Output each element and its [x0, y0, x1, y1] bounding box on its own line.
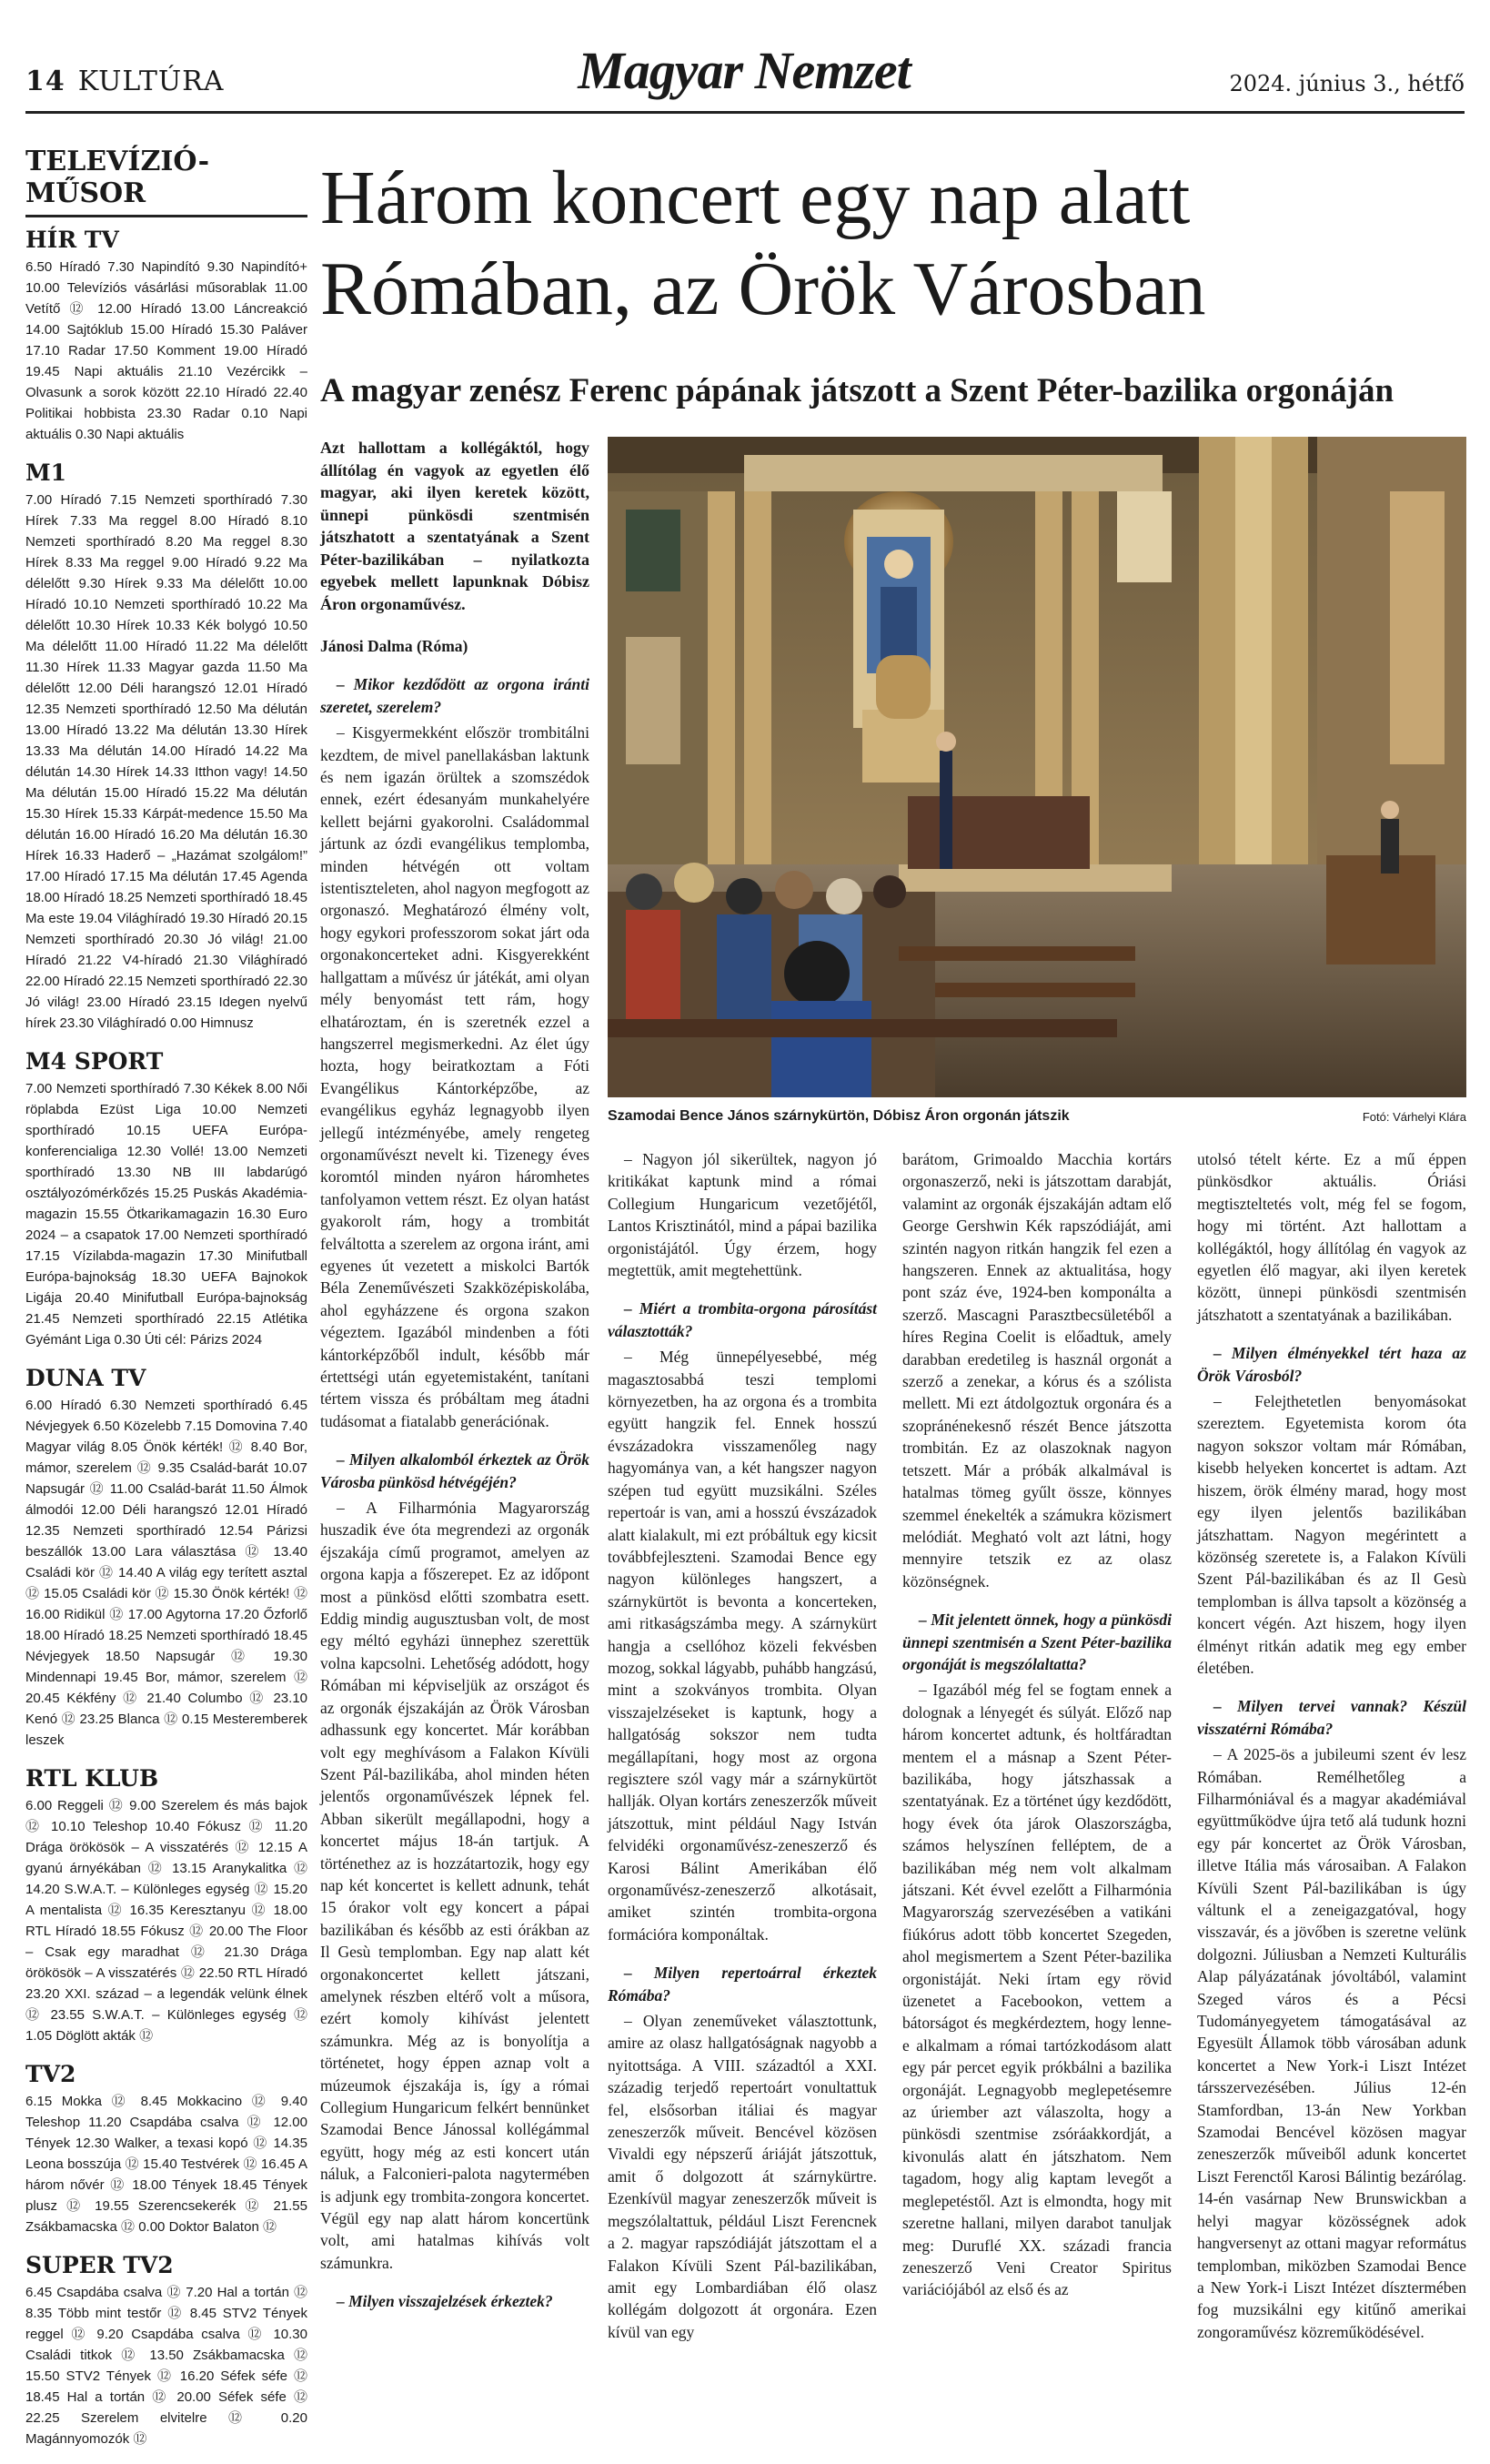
column-body: [320, 673, 589, 2312]
tv-channel: [25, 1365, 307, 1751]
article-paragraph: – Igazából még fel se fogtam ennek a dolognak a lényegét és súlyát. Előző nap három koncertet adtunk, és holtfáradtan mentem el a másnap a Szent Péter-bazilikába, hogy játszhassak a szentatyának. Ez a történet úgy kezdődött, hogy évek óta járok Olaszországba, számos helyszínen felléptem, de a bazilikában még nem volt alkalmam játszani. Két évvel ezelőtt a Filharmónia Magyarország szervezésében a vatikáni fiúkórus adott több koncertet Szegeden, ahol megismertem a Szent Péter-bazilika orgonistáját. Neki írtam egy rövid üzenetet a Facebookon, vettem a bátorságot és megkérdeztem, hogy lenne-e alkalmam a római tartózkodásom alatt egy pár percet egyik prókbálni a bazilika orgonáját. Legnagyobb meglepetésemre az úriember azt válaszolta, hogy a pünkösdi szentmise zsóráakkordját, a kivonulás alatt én játszhatom. Nem tagadom, hogy alig kaptam levegőt a meglepetéstől. Azt is elmondta, hogy mit szeretne hallani, milyen darabot tanuljak meg: Duruflé XX. századi francia zeneszerző Veni Creator Spiritus variációjából az első és az: [902, 1681, 1172, 2299]
article-paragraph: barátom, Grimoaldo Macchia kortárs orgonaszerző, neki is játszottam darabját, valamint az orgonák éjszakáján adtam elő George Gershwin Kék rapszódiáját, ami szintén nagyon ritkán hangzik fel ezen a hangszeren. Ennek az aktualitása, hogy pont száz éve, 1924-ben komponálta a szerző. Mascagni Parasztbecsületéből a híres Regina Coelit is előadtuk, amely darabban eredetileg is használ orgonát a szerző a zenekar, a kórus és a szólista mellett. Mi ezt átdolgoztuk orgonára és a szopránénekesnő részét Bence játszotta trombitán. Ez az olaszoknak nagyon tetszett. Már a próbák alkalmával is hatalmas tömeg gyűlt össze, könnyes szemmel énekelték a számukra közismert melódiát. Megható volt azt látni, hogy mennyire tetszik ez az olasz közönségnek.: [902, 1150, 1172, 1590]
column-body: [608, 1148, 877, 2343]
channel-name: M4 SPORT: [25, 1048, 164, 1075]
caption-text: Szamodai Bence János szárnykürtön, Dóbisz Áron orgonán játszik: [608, 1108, 1070, 1124]
tv-channel: [25, 227, 307, 445]
channel-name: HÍR TV: [25, 227, 119, 253]
channel-schedule: 6.00 Reggeli ⑫ 9.00 Szerelem és más bajok ⑫ 10.10 Teleshop 10.40 Fókusz ⑫ 11.20 Drága örökösök – A visszatérés ⑫ 12.15 A gyanú árnyékában ⑫ 13.15 Aranykalitka ⑫ 14.20 S.W.A.T. – Különleges egység ⑫ 15.20 A mentalista ⑫ 16.35 Keresztanyu ⑫ 18.00 RTL Híradó 18.55 Fókusz ⑫ 20.00 The Floor – Csak egy maradhat ⑫ 21.30 Drága örökösök – A visszatérés ⑫ 22.50 RTL Híradó 23.20 XXI. század – a legendák velünk élnek ⑫ 23.55 S.W.A.T. – Különleges egység ⑫ 1.05 Döglött akták ⑫: [25, 1798, 307, 2044]
article-paragraph: – Nagyon jól sikerültek, nagyon jó kritikákat kaptunk mind a római Collegium Hungaricum vezetőjétől, Lantos Krisztinától, mind a pápai bazilika orgonistájától. Úgy érzem, hogy megtettük, amit megtehettünk.: [608, 1150, 877, 1280]
article-photo: [608, 437, 1466, 1097]
interview-question: – Milyen alkalomból érkeztek az Örök Városba pünkösd hétvégéjén?: [320, 1450, 589, 1491]
article-column-4: [1197, 1148, 1466, 2343]
channel-schedule: 6.50 Híradó 7.30 Napindító 9.30 Napindító+ 10.00 Televíziós vásárlási műsorablak 11.00 Vetítő ⑫ 12.00 Híradó 13.00 Láncreakció 14.00 Sajtóklub 15.00 Híradó 15.30 Paláver 17.10 Radar 17.50 Komment 19.00 Híradó 19.45 Napi aktuális 21.10 Vezércikk – Olvasunk a sorok között 22.10 Híradó 22.40 Politikai hobbista 23.30 Radar 0.10 Napi aktuális 0.30 Napi aktuális: [25, 259, 307, 442]
photo-credit: Fotó: Várhelyi Klára: [1362, 1110, 1466, 1124]
tv-program-column: [25, 146, 307, 2464]
article-paragraph: – A Filharmónia Magyarország huszadik éve óta megrendezi az orgonák éjszakája című programot, amelyen az orgona kapja a főszerepet. Ez az időpont most a pünkösd előtti szombatra esett. Eddig mindig augusztusban volt, de most egy méltó egyházi ünnephez szerettük volna kapcsolni. Lehetőség adódott, hogy Rómában mi képviseljük az országot és az orgonák éjszakáján az Örök Városban adhassunk egy koncertet. Már korábban volt egy meghívásom a Falakon Kívüli Szent Pál-bazilikába, ahol minden héten jelentős orgonaművészek lépnek fel. Abban sikerült megállapodni, hogy a koncertet május 18-án tartjuk. A történethez az is hozzátartozik, hogy egy nap két koncertet is kellett adnunk, tehát 15 órakor volt egy koncert a pápai bazilikában és később az esti órákban az Il Gesù templomban. Egy nap alatt két orgonakoncertet kellett játszani, amelynek részben eltérő volt a műsora, ezért komoly kihívást jelentett számunkra. Még az is bonyolítja a történetet, hogy éppen aznap volt a múzeumok éjszakája is, így a római Collegium Hungaricum felkért bennünket Szamodai Bence Jánossal kollégámmal együtt, hogy még az esti koncert után náluk, a Falconieri-palota nagytermében is adjunk egy trombita-zongora koncertet. Végül egy nap alatt három koncertünk volt, ami hatalmas kihívás volt számunkra.: [320, 1499, 589, 2272]
section-name: KULTÚRA: [77, 66, 225, 97]
channel-schedule: 7.00 Nemzeti sporthíradó 7.30 Kékek 8.00 Női röplabda Ezüst Liga 10.00 Nemzeti sporthíradó 10.15 UEFA Európa-konferencialiga 12.30 Vollé! 13.00 Nemzeti sporthíradó 13.30 NB III labdarúgó osztályozómérkőzés 15.25 Puskás Akadémia-magazin 15.55 Ötkarikamagazin 16.30 Euro 2024 – a csapatok 17.00 Nemzeti sporthíradó 17.15 Vízilabda-magazin 17.30 Minifutball Európa-bajnokság 18.30 UEFA Bajnokok Ligája 20.40 Minifutball Európa-bajnokság 21.45 Nemzeti sporthíradó 22.15 Atlétika Gyémánt Liga 0.30 Úti cél: Párizs 2024: [25, 1081, 307, 1348]
article-column-3: [902, 1148, 1172, 2301]
channel-schedule: 6.00 Híradó 6.30 Nemzeti sporthíradó 6.45 Névjegyek 6.50 Közelebb 7.15 Domovina 7.40 Magyar világ 8.05 Önök kérték! ⑫ 8.40 Bor, mámor, szerelem ⑫ 9.35 Család-barát 10.07 Napsugár ⑫ 11.00 Család-barát 11.50 Álmok álmodói 12.00 Déli harangszó 12.01 Híradó 12.35 Nemzeti sporthíradó 12.54 Párizsi beszállók 13.00 Lara választása ⑫ 13.40 Családi kör ⑫ 14.40 A világ egy terített asztal ⑫ 15.05 Családi kör ⑫ 15.30 Önök kérték! ⑫ 16.00 Ridikül ⑫ 17.00 Agytorna 17.20 Őzforlő 18.00 Híradó 18.25 Nemzeti sporthíradó 18.45 Névjegyek 18.50 Napsugár ⑫ 19.30 Mindennapi 19.45 Bor, mámor, szerelem ⑫ 20.45 Kékfény ⑫ 21.40 Columbo ⑫ 23.10 Kenó ⑫ 23.25 Blanca ⑫ 0.15 Mesteremberek leszek: [25, 1398, 307, 1748]
photo-caption: [608, 1108, 1466, 1125]
channel-name: TV2: [25, 2061, 76, 2087]
tv-program-title: TELEVÍZIÓ-MŰSOR: [25, 146, 307, 217]
issue-date: 2024. június 3., hétfő: [1229, 71, 1465, 96]
newspaper-logo: Magyar Nemzet: [578, 41, 911, 100]
column-body: [1197, 1148, 1466, 2343]
channel-schedule: 7.00 Híradó 7.15 Nemzeti sporthíradó 7.30 Hírek 7.33 Ma reggel 8.00 Híradó 8.10 Nemzeti sporthíradó 8.20 Ma reggel 8.30 Hírek 8.33 Ma reggel 9.00 Híradó 9.22 Ma délelőtt 9.30 Hírek 9.33 Ma délelőtt 10.00 Híradó 10.10 Nemzeti sporthíradó 10.22 Ma délelőtt 10.30 Hírek 10.33 Kék bolygó 10.50 Ma délelőtt 11.00 Híradó 11.22 Ma délelőtt 11.30 Hírek 11.33 Magyar gazda 11.50 Ma délelőtt 12.00 Déli harangszó 12.01 Híradó 12.35 Nemzeti sporthíradó 12.50 Ma délután 13.00 Híradó 13.22 Ma délután 13.30 Hírek 13.33 Ma délután 14.00 Híradó 14.22 Ma délután 14.30 Hírek 14.33 Itthon vagy! 14.50 Ma délután 15.00 Híradó 15.22 Ma délután 15.30 Hírek 15.33 Kárpát-medence 15.50 Ma délután 16.00 Híradó 16.20 Ma délután 16.30 Hírek 16.33 Haderő – „Hazámat szolgálom!” 17.00 Híradó 17.15 Ma délután 17.45 Agenda 18.00 Híradó 18.25 Nemzeti sporthíradó 18.45 Ma este 19.04 Világhíradó 19.30 Híradó 20.15 Nemzeti sporthíradó 20.30 Jó világ! 21.00 Híradó 21.22 V4-híradó 21.30 Világhíradó 22.00 Híradó 22.15 Nemzeti sporthíradó 22.30 Jó világ! 23.00 Híradó 23.15 Idegen nyelvű hírek 23.30 Világhíradó 0.00 Himnusz: [25, 492, 307, 1031]
channel-name: M1: [25, 459, 67, 486]
article-headline: [320, 153, 1466, 335]
tv-channel: [25, 2252, 307, 2449]
channel-name: DUNA TV: [25, 1365, 146, 1391]
interview-question: – Milyen visszajelzések érkeztek?: [337, 2292, 553, 2311]
interview-question: – Milyen repertoárral érkeztek Rómába?: [608, 1964, 877, 2005]
interview-question: – Mit jelentett önnek, hogy a pünkösdi ünnepi szentmisén a Szent Péter-bazilika orgonáját is megszólaltatta?: [902, 1611, 1172, 1673]
channel-schedule: 6.45 Csapdába csalva ⑫ 7.20 Hal a tortán ⑫ 8.35 Több mint testőr ⑫ 8.45 STV2 Tények reggel ⑫ 9.20 Csapdába csalva ⑫ 10.30 Családi titkok ⑫ 13.50 Zsákbamacska ⑫ 15.50 STV2 Tények ⑫ 16.20 Séfek séfe ⑫ 18.45 Hal a tortán ⑫ 20.00 Séfek séfe ⑫ 22.25 Szerelem elvitelre ⑫ 0.20 Magánnyomozók ⑫: [25, 2285, 307, 2447]
interview-question: – Miért a trombita-orgona párosítást választották?: [608, 1299, 877, 1340]
article-paragraph: – Olyan zeneműveket választottunk, amire az olasz hallgatóságnak nagyobb a nyitottsága. A VIII. századtól a XXI. századig terjedő repertoárt vonultattuk fel, elsősorban itáliai és magyar zeneszerzők műveit. Bencével közösen Vivaldi egy népszerű áriáját játszottuk, amit ő dolgozott át szárnykürtre. Ezenkívül magyar zeneszerzők műveit is megszólaltattuk, például Liszt Ferencnek a 2. magyar rapszódiáját játszottam el a Falakon Kívüli Szent Pál-bazilikában, amit egy Lombardiában élő olasz kollégám dolgozott át orgonára. Ezen kívül van egy: [608, 2012, 877, 2341]
interview-question: – Mikor kezdődött az orgona iránti szeretet, szerelem?: [320, 675, 589, 716]
column-body: [902, 1148, 1172, 2301]
interview-question: – Milyen tervei vannak? Készül visszatérni Rómába?: [1197, 1697, 1466, 1738]
article-paragraph: – Még ünnepélyesebbé, még magasztosabbá teszi templomi környezetben, ha az orgona és a trombita együtt hangzik fel. Ennek hosszú évszázadokra visszamenőleg nagy hagyománya van, a két hangszer nagyon szépen tud együtt muzsikálni. Széles repertoár is van, ami a hosszú évszázadok alatt kialakult, mi ezt próbáltuk egy kicsit továbbfejleszteni. Szamodai Bence egy nagyon különleges hangszert, a szárnykürtöt is bevonta a koncerteken, ami ritkaságszámba megy. A szárnykürt hangja a csellóhoz közeli fekvésben mozog, sokkal lágyabb, puhább hangzású, mint a szokványos trombita. Olyan visszajelzéseket is kaptunk, hogy a hallgatóság sokszor nem tudta megállapítani, hogy most az orgona regisztere szól vagy már a szárnykürtöt hallják. Olyan kortárs zeneszerzők műveit játszottuk, mint például Nagy István felvidéki orgonaművész-zeneszerző és Karosi Bálint Amerikában élő orgonaművész-zeneszerző alkotásait, amiket szintén trombita-orgona formációra komponáltak.: [608, 1348, 877, 1944]
article-lead: Azt hallottam a kollégáktól, hogy állítólag én vagyok az egyetlen élő magyar, aki ilyen keretek között, ünnepi pünkösdi szentmisén játszhatott a szentatyának a Szent Péter-bazilikában – nyilatkozta egyebek mellett lapunknak Dóbisz Áron orgonaművész.: [320, 439, 589, 613]
interview-question: – Milyen élményekkel tért haza az Örök Városból?: [1197, 1344, 1466, 1385]
article-paragraph: utolsó tételt kérte. Ez a mű éppen pünkösdkor aktuális. Óriási megtiszteltetés volt, még fel se fogom, hogy mi történt. Azt hallottam a kollégáktól, hogy állítólag én vagyok az egyetlen élő magyar, aki ilyen keretek között, ünnepi pünkösdi szentmisén játszhatott a szentatyának a bazilikában.: [1197, 1150, 1466, 1324]
tv-channel: [25, 1048, 307, 1350]
tv-channel: [25, 459, 307, 1034]
article-paragraph: – Kisgyermekként először trombitálni kezdtem, de mivel panellakásban laktunk és nem igazán örültek a szomszédok ennek, ezért édesanyám munkahelyére kellett bejárni gyakorolni. Családommal jártunk az ózdi evangélikus templomba, minden hétvégén ott voltam istentiszteleten, ahol nagyon megfogott az orgonaszó. Meghatározó élmény volt, hogy egykori professzorom sokat járt oda orgonakoncerteket adni. Kisgyerekként hallgattam a művész úr játékát, ami olyan mély benyomást tett rám, hogy elhatároztam, én is szeretnék ezzel a hangszerrel megismerkedni. Az élet úgy hozta, hogy beiratkoztam a Fóti Evangélikus Kántorképzőbe, az evangélikus egyház legnagyobb ilyen jellegű intézményébe, amely rengeteg orgonaművészt nevelt ki. Tizenegy éves koromtól minden nyáron háromhetes tanfolyamon vettem részt. Ez olyan hatást gyakorolt rám, hogy a trombitát felváltotta a szerelem az orgona iránt, ami egyenes út vezetett a miskolci Bartók Béla Zeneművészeti Szakközépiskolába, ahol egyházzene és orgona szakon végeztem. Igazából mindenben a fóti kántorképzőből indult, később már értettségi után egyetemistaként, tanítani tértem vissza és próbáltam meg átadni tudásomat a fiatalabb generációnak.: [320, 723, 589, 1430]
article-byline: Jánosi Dalma (Róma): [320, 637, 468, 655]
headline-line: Három koncert egy nap alatt: [320, 156, 1191, 240]
tv-channel: [25, 2061, 307, 2237]
article-paragraph: – Felejthetetlen benyomásokat szereztem. Egyetemista korom óta nagyon sokszor voltam már Rómában, kisebb helyeken koncertet is adtam. Azt hiszem, örök élmény marad, hogy most egy ilyen jelentős bazilikában játszhattam. Nagyon megérintett a közönség szeretete is, a Falakon Kívüli Szent Pál-bazilikában és az Il Gesù templomban is állva tapsolt a közönség a koncert végén. Azt hiszem, hogy ilyen élményt ritkán adatik meg egy ember életében.: [1197, 1392, 1466, 1677]
channel-name: SUPER TV2: [25, 2252, 174, 2278]
article-subhead: A magyar zenész Ferenc pápának játszott a Szent Péter-bazilika orgonáján: [320, 372, 1394, 409]
article-column-1: [320, 437, 589, 2317]
page-section-label: [25, 66, 224, 97]
tv-channel: [25, 1765, 307, 2046]
channel-schedule: 6.15 Mokka ⑫ 8.45 Mokkacino ⑫ 9.40 Teleshop 11.20 Csapdába csalva ⑫ 12.00 Tények 12.30 Walker, a texasi kopó ⑫ 14.35 Leona bosszúja ⑫ 15.40 Testvérek ⑫ 16.45 A három nővér ⑫ 18.00 Tények 18.45 Tények plusz ⑫ 19.55 Szerencsekerék ⑫ 21.55 Zsákbamacska ⑫ 0.00 Doktor Balaton ⑫: [25, 2094, 307, 2235]
headline-line: Rómában, az Örök Városban: [320, 247, 1206, 331]
channel-name: RTL KLUB: [25, 1765, 159, 1792]
page-number: 14: [25, 66, 65, 97]
article-column-2: [608, 1148, 877, 2343]
masthead: [25, 38, 1465, 114]
article-paragraph: – A 2025-ös a jubileumi szent év lesz Rómában. Remélhetőleg a Filharmóniával és a magyar akadémiával együttműködve újra tető alá tudunk hozni egy pár koncertet az Örök Városban, illetve Itália más városaiban. A Falakon Kívüli Szent Pál-bazilikában is úgy váltunk el a zeneigazgatóval, hogy visszavár, és a jövőben is szeretne velünk dolgozni. Júliusban a Nemzeti Kulturális Alap pályázatának jóvoltából, valamint Szeged város és a Pécsi Tudományegyetem támogatásával az Egyesült Államok több városában adunk koncertet a New York-i Liszt Intézet társszervezésében. Július 12-én Stamfordban, 13-án New Yorkban Szamodai Bencével közösen magyar zeneszerzők műveiből adunk koncertet Liszt Ferenctől Karosi Bálintig bezárólag. 14-én vasárnap New Brunswickban a helyi magyar közösségnek adok hangversenyt az ottani magyar református templomban, miközben Szamodai Bence a New York-i Liszt Intézet dísztermében fog muzsikálni egy kitűnő amerikai zongoraművész közreműködésével.: [1197, 1745, 1466, 2341]
